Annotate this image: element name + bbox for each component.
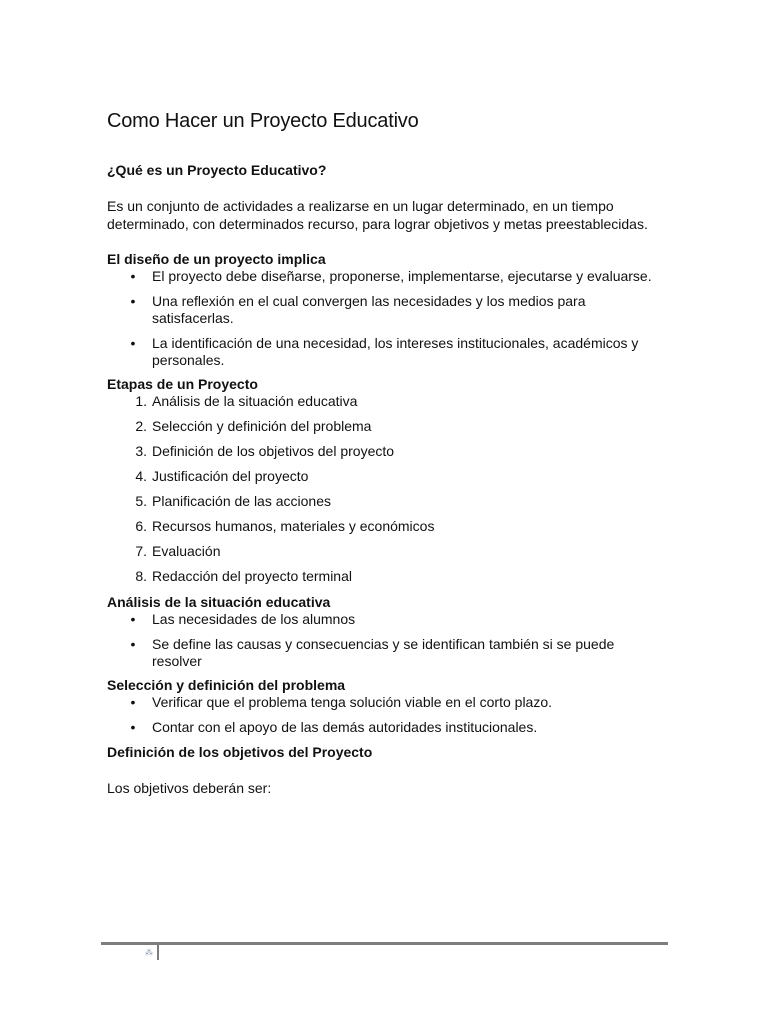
list-item-text: Planificación de las acciones (152, 493, 331, 509)
document-title: Como Hacer un Proyecto Educativo (107, 110, 419, 132)
list-number: 6. (135, 518, 147, 534)
list-number: 3. (135, 443, 147, 459)
list-item (107, 568, 667, 585)
section-heading-diseno: El diseño de un proyecto implica (107, 251, 326, 267)
bullet-list-seleccion (107, 694, 667, 736)
list-item (107, 719, 667, 736)
list-item-text: Análisis de la situación educativa (152, 393, 358, 409)
section-heading-objetivos: Definición de los objetivos del Proyecto (107, 744, 373, 760)
list-item-text: Recursos humanos, materiales y económicos (152, 518, 435, 534)
list-item-text: El proyecto debe diseñarse, proponerse, implementarse, ejecutarse y evaluarse. (152, 268, 652, 284)
list-number: 7. (135, 543, 147, 559)
list-item-text: Redacción del proyecto terminal (152, 568, 352, 584)
bullet-icon: • (130, 719, 136, 735)
section-heading-analisis: Análisis de la situación educativa (107, 594, 331, 610)
list-item (107, 418, 667, 435)
list-item-text: Contar con el apoyo de las demás autoridades institucionales. (152, 719, 538, 735)
bullet-icon: • (130, 335, 136, 351)
list-item-text: Se define las causas y consecuencias y se identifican también si se puede resolver (152, 636, 615, 669)
section-paragraph-objetivos: Los objetivos deberán ser: (107, 780, 272, 796)
list-item (107, 335, 667, 369)
section-heading-seleccion: Selección y definición del problema (107, 677, 346, 693)
footer-divider (101, 942, 668, 945)
list-item (107, 443, 667, 460)
list-item-text: Selección y definición del problema (152, 418, 372, 434)
list-item (107, 518, 667, 535)
document-page (107, 108, 667, 797)
section-heading-que-es: ¿Qué es un Proyecto Educativo? (107, 162, 327, 178)
list-item-text: Una reflexión en el cual convergen las necesidades y los medios para satisfacerlas. (152, 293, 586, 326)
bullet-icon: • (130, 636, 136, 652)
list-item-text: Justificación del proyecto (152, 468, 309, 484)
list-item-text: La identificación de una necesidad, los intereses institucionales, académicos y personales. (152, 335, 639, 368)
list-number: 8. (135, 568, 147, 584)
list-item-text: Evaluación (152, 543, 221, 559)
footer-mark-icon: ⁂ (145, 948, 153, 957)
list-item-text: Las necesidades de los alumnos (152, 611, 356, 627)
list-item (107, 694, 667, 711)
bullet-list-analisis (107, 611, 667, 670)
bullet-list-diseno (107, 268, 667, 369)
list-item (107, 393, 667, 410)
list-item (107, 268, 667, 285)
list-number: 2. (135, 418, 147, 434)
list-number: 4. (135, 468, 147, 484)
bullet-icon: • (130, 268, 136, 284)
list-item-text: Verificar que el problema tenga solución viable en el corto plazo. (152, 694, 553, 710)
list-item (107, 611, 667, 628)
section-paragraph-definicion: Es un conjunto de actividades a realizarse en un lugar determinado, en un tiempo determinado, con determinados recurso, para lograr objetivos y metas preestablecidas. (107, 198, 648, 232)
list-item (107, 468, 667, 485)
list-item (107, 293, 667, 327)
footer-vertical-divider (157, 945, 159, 960)
list-item (107, 636, 667, 670)
bullet-icon: • (130, 293, 136, 309)
list-item (107, 493, 667, 510)
bullet-icon: • (130, 694, 136, 710)
list-number: 5. (135, 493, 147, 509)
section-heading-etapas: Etapas de un Proyecto (107, 376, 258, 392)
list-item-text: Definición de los objetivos del proyecto (152, 443, 395, 459)
bullet-icon: • (130, 611, 136, 627)
numbered-list-etapas (107, 393, 667, 585)
list-item (107, 543, 667, 560)
list-number: 1. (135, 393, 147, 409)
